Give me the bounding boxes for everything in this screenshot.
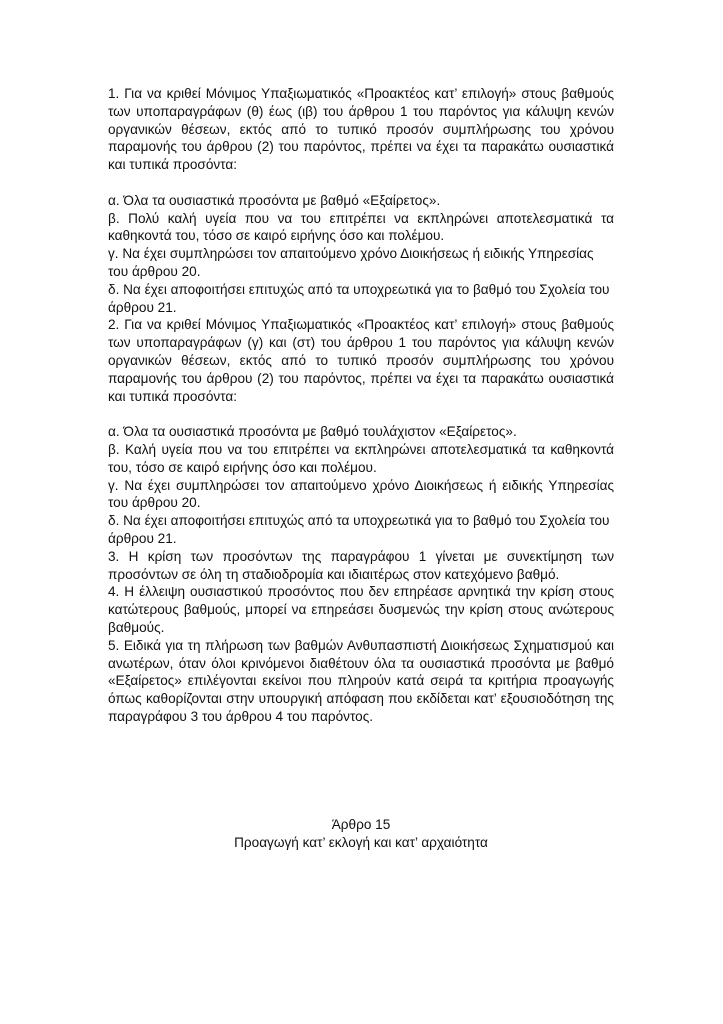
paragraph-3: 3. Η κρίση των προσόντων της παραγράφου 1 γίνεται με συνεκτίμηση των προσόντων σε όλη τη σταδιοδρομία και ιδιαιτέρως στον κατεχόμενο βαθμό. bbox=[108, 548, 614, 582]
paragraph-1-item-c: γ. Να έχει συμπληρώσει τον απαιτούμενο χρόνο Διοικήσεως ή ειδικής Υπηρεσίας του άρθρου 20. bbox=[108, 246, 594, 279]
paragraph-1-item-b: β. Πολύ καλή υγεία που να του επιτρέπει να εκπληρώνει αποτελεσματικά τα καθηκοντά του, τόσο σε καιρό ειρήνης όσο και πολέμου. bbox=[108, 210, 614, 244]
paragraph-2-item-c: γ. Να έχει συμπληρώσει τον απαιτούμενο χρόνο Διοικήσεως ή ειδικής Υπηρεσίας του άρθρου 20. bbox=[108, 477, 614, 511]
paragraph-1-intro: 1. Για να κριθεί Μόνιμος Υπαξιωματικός «Προακτέος κατ’ επιλογή» στους βαθμούς των υποπαραγράφων (θ) έως (ιβ) του άρθρου 1 του παρόντος για κάλυψη κενών οργανικών θέσεων, εκτός από το τυπικό προσόν συμπλήρωσης του χρόνου παραμονής του άρθρου (2) του παρόντος, πρέπει να έχει τα παρακάτω ουσιαστικά και τυπικά προσόντα: bbox=[108, 86, 614, 173]
paragraph-2-intro: 2. Για να κριθεί Μόνιμος Υπαξιωματικός «Προακτέος κατ’ επιλογή» στους βαθμούς των υποπαραγράφων (γ) και (στ) του άρθρου 1 του παρόντος για κάλυψη κενών οργανικών θέσεων, εκτός από το τυπικό προσόν συμπλήρωσης του χρόνου παραμονής του άρθρου (2) του παρόντος, πρέπει να έχει τα παρακάτω ουσιαστικά και τυπικά προσόντα: bbox=[108, 317, 614, 404]
paragraph-2-item-d: δ. Να έχει αποφοιτήσει επιτυχώς από τα υποχρεωτικά για το βαθμό του Σχολεία του άρθρου 21. bbox=[108, 513, 610, 546]
document-body bbox=[108, 85, 614, 726]
spacer bbox=[108, 174, 614, 192]
paragraph-4: 4. Η έλλειψη ουσιαστικού προσόντος που δεν επηρέασε αρνητικά την κρίση στους κατώτερους βαθμούς, μπορεί να επηρεάσει δυσμενώς την κρίση στους ανώτερους βαθμούς. bbox=[108, 584, 614, 635]
spacer bbox=[108, 405, 614, 423]
article-title: Προαγωγή κατ’ εκλογή και κατ’ αρχαιότητα bbox=[234, 835, 488, 850]
paragraph-2-item-a: α. Όλα τα ουσιαστικά προσόντα με βαθμό τουλάχιστον «Εξαίρετος». bbox=[108, 424, 517, 440]
paragraph-1-item-a: α. Όλα τα ουσιαστικά προσόντα με βαθμό «Εξαίρετος». bbox=[108, 192, 441, 208]
paragraph-1-item-d: δ. Να έχει αποφοιτήσει επιτυχώς από τα υποχρεωτικά για το βαθμό του Σχολεία του άρθρου 21. bbox=[108, 281, 610, 315]
paragraph-2-item-b: β. Καλή υγεία που να του επιτρέπει να εκπληρώνει αποτελεσματικά τα καθηκοντά του, τόσο σε καιρό ειρήνης όσο και πολέμου. bbox=[108, 441, 614, 475]
paragraph-5: 5. Ειδικά για τη πλήρωση των βαθμών Ανθυπασπιστή Διοικήσεως Σχηματισμού και ανωτέρων, όταν όλοι κρινόμενοι διαθέτουν όλα τα ουσιαστικά προσόντα με βαθμό «Εξαίρετος» επιλέγονται εκείνοι που πληρούν κατά σειρά τα κριτήρια προαγωγής όπως καθορίζονται στην υπουργική απόφαση που εκδίδεται κατ’ εξουσιοδότηση της παραγράφου 3 του άρθρου 4 του παρόντος. bbox=[108, 637, 614, 724]
article-number: Άρθρο 15 bbox=[331, 817, 391, 832]
